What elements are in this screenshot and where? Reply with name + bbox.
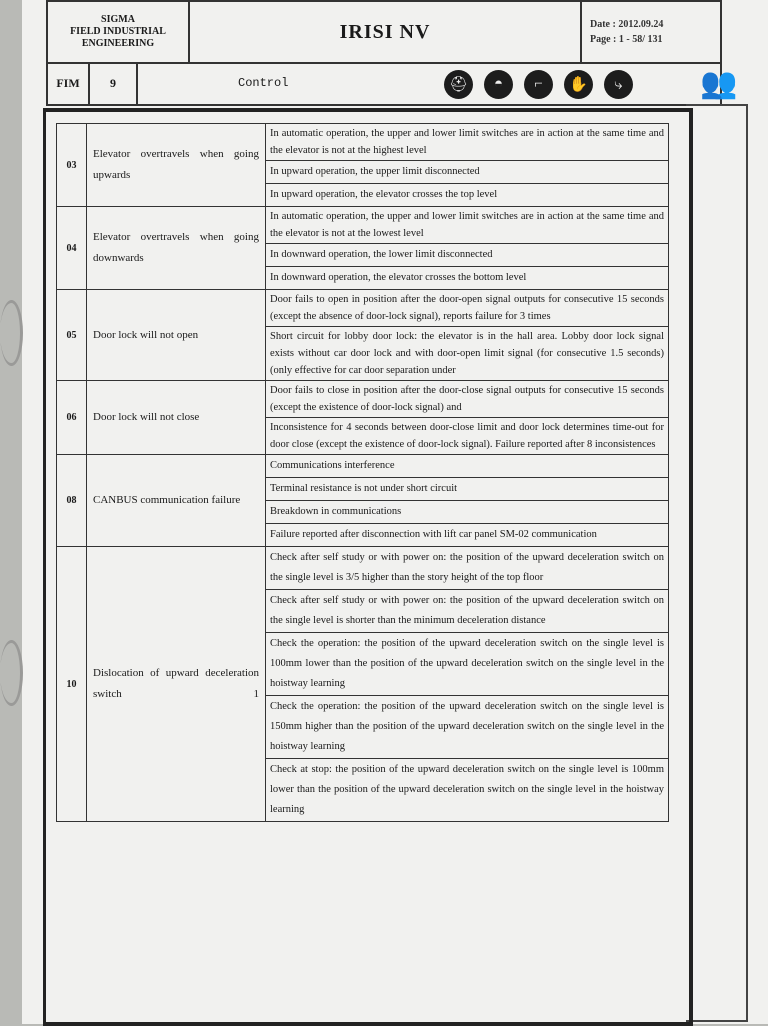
company-line: ENGINEERING — [81, 38, 155, 49]
safety-goggles-icon: ◓ — [484, 70, 513, 99]
fault-cause: Check the operation: the position of the upward deceleration switch on the single level is 150mm higher than the position of the upward deceleration switch on the single level in the hoistway learning — [266, 696, 669, 759]
table-row — [57, 207, 669, 244]
fault-description: Elevator overtravels when going upwards — [87, 124, 266, 207]
table-row — [57, 455, 669, 478]
fault-cause: Check after self study or with power on: the position of the upward deceleration switch on the single level is 3/5 higher than the story height of the top floor — [266, 547, 669, 590]
fault-code: 03 — [57, 124, 87, 207]
page-text: Page : 1 - 58/ 131 — [590, 34, 663, 45]
binder-ring — [0, 300, 23, 366]
company-line: SIGMA — [101, 14, 135, 25]
fault-description: Door lock will not open — [87, 290, 266, 381]
fault-cause: Terminal resistance is not under short circuit — [266, 478, 669, 501]
section-title: Control — [238, 76, 289, 90]
fault-cause: Communications interference — [266, 455, 669, 478]
fault-cause: In downward operation, the lower limit disconnected — [266, 244, 669, 267]
margin-box — [686, 104, 748, 1022]
table-row — [57, 290, 669, 327]
helmet-icon: ⛑ — [444, 70, 473, 99]
emergency-exit-icon: ⤷ — [604, 70, 633, 99]
safety-icons — [444, 70, 633, 99]
fault-description: Door lock will not close — [87, 381, 266, 455]
fault-cause: In upward operation, the elevator crosses the top level — [266, 184, 669, 207]
fault-cause: Check at stop: the position of the upward deceleration switch on the single level is 100mm lower than the position of the upward deceleration switch on the single level in the hoistway learning — [266, 759, 669, 822]
fim-number: 9 — [90, 62, 138, 104]
fault-code: 04 — [57, 207, 87, 290]
binder-ring — [0, 640, 23, 706]
date-text: Date : 2012.09.24 — [590, 19, 664, 30]
fault-cause: In upward operation, the upper limit disconnected — [266, 161, 669, 184]
fault-code: 05 — [57, 290, 87, 381]
safety-boots-icon: ⌐ — [524, 70, 553, 99]
fault-table — [56, 123, 669, 822]
table-row — [57, 124, 669, 161]
gloves-icon: ✋ — [564, 70, 593, 99]
fault-cause: Check after self study or with power on: the position of the upward deceleration switch on the single level is shorter than the minimum deceleration distance — [266, 590, 669, 633]
document-title: IRISI NV — [189, 1, 581, 63]
fault-cause: Failure reported after disconnection with lift car panel SM-02 communication — [266, 524, 669, 547]
fault-code: 06 — [57, 381, 87, 455]
table-row — [57, 547, 669, 590]
fault-cause: Door fails to close in position after the door-close signal outputs for consecutive 15 seconds (except the existence of door-lock signal) and — [266, 381, 669, 418]
fault-description: CANBUS communication failure — [87, 455, 266, 547]
section-bar — [46, 62, 732, 106]
fault-cause: In automatic operation, the upper and lower limit switches are in action at the same time and the elevator is not at the lowest level — [266, 207, 669, 244]
company-name — [47, 1, 189, 63]
fault-description: Elevator overtravels when going downwards — [87, 207, 266, 290]
fault-cause: Check the operation: the position of the upward deceleration switch on the single level is 100mm lower than the position of the upward deceleration switch on the single level in the hoistway learning — [266, 633, 669, 696]
fim-label: FIM — [48, 62, 90, 104]
fault-cause: Short circuit for lobby door lock: the elevator is in the hall area. Lobby door lock signal exists without car door lock and with door-open limit signal (for consecutive 1.5 seconds) (only effective for car door separation under — [266, 327, 669, 381]
fault-cause: In downward operation, the elevator crosses the bottom level — [266, 267, 669, 290]
fault-cause: Inconsistence for 4 seconds between door-close limit and door lock determines time-out for door close (except the existence of door-lock signal). Failure reported after 8 inconsistences — [266, 418, 669, 455]
fault-cause: Breakdown in communications — [266, 501, 669, 524]
fault-cause: Door fails to open in position after the door-open signal outputs for consecutive 15 seconds (except the absence of door-lock signal), reports failure for 3 times — [266, 290, 669, 327]
document-header — [46, 0, 722, 64]
date-page-block — [581, 1, 721, 63]
table-row — [57, 381, 669, 418]
fault-description: Dislocation of upward deceleration switch 1 — [87, 547, 266, 822]
fault-code: 10 — [57, 547, 87, 822]
fault-code: 08 — [57, 455, 87, 547]
two-people-icon: 👥 — [700, 67, 732, 100]
company-line: FIELD INDUSTRIAL — [70, 26, 166, 37]
fault-cause: In automatic operation, the upper and lower limit switches are in action at the same time and the elevator is not at the highest level — [266, 124, 669, 161]
